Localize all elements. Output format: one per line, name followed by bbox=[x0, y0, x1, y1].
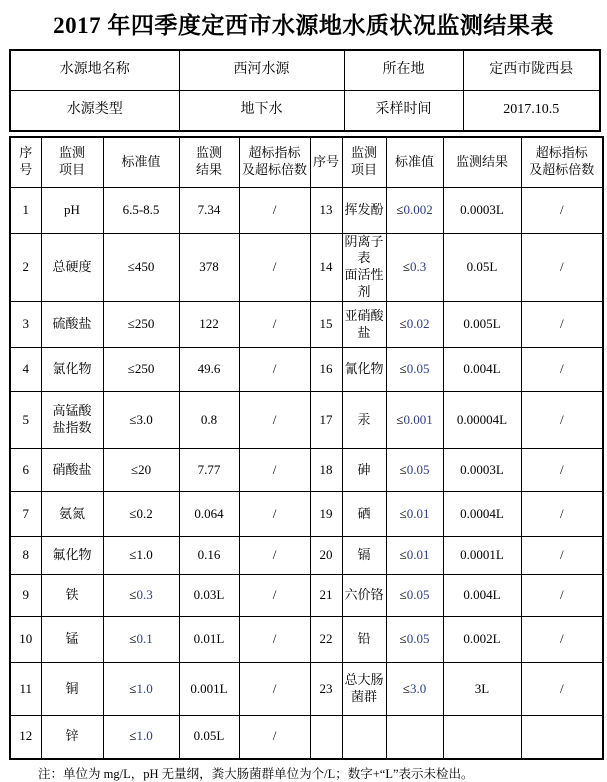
left-standard-cell: ≤0.3 bbox=[103, 575, 179, 617]
left-standard-value: 1.0 bbox=[136, 728, 153, 744]
left-standard-value: 0.2 bbox=[136, 505, 153, 521]
right-exceed-cell: / bbox=[521, 617, 603, 663]
right-seq-cell: 18 bbox=[310, 449, 342, 492]
right-item-cell: 镉 bbox=[342, 537, 386, 575]
right-standard-cell bbox=[386, 716, 443, 759]
left-standard-value: 0.1 bbox=[136, 631, 153, 647]
table-row bbox=[10, 492, 603, 537]
table-row bbox=[10, 575, 603, 617]
left-result-cell: 0.16 bbox=[179, 537, 239, 575]
source-type-value: 地下水 bbox=[179, 91, 344, 132]
left-result-cell: 378 bbox=[179, 233, 239, 302]
footnote: 注：单位为 mg/L，pH 无量纲，粪大肠菌群单位为个/L；数字+“L”表示未检出。 bbox=[38, 766, 474, 781]
right-item-cell: 砷 bbox=[342, 449, 386, 492]
left-standard-value: 1.0 bbox=[136, 680, 153, 696]
right-standard-value: 0.02 bbox=[406, 316, 430, 332]
right-standard-cell: ≤0.05 bbox=[386, 575, 443, 617]
left-standard-cell: ≤1.0 bbox=[103, 663, 179, 716]
right-result-cell: 0.004L bbox=[443, 348, 521, 392]
right-standard-value: 0.01 bbox=[406, 505, 430, 521]
left-item-cell: 硝酸盐 bbox=[41, 449, 103, 492]
left-exceed-cell: / bbox=[239, 348, 310, 392]
left-standard-header: 标准值 bbox=[103, 137, 179, 187]
right-standard-cell: ≤0.002 bbox=[386, 187, 443, 233]
info-row-type-time bbox=[10, 91, 600, 132]
table-row bbox=[10, 302, 603, 348]
left-exceed-header: 超标指标 及超标倍数 bbox=[239, 137, 310, 187]
right-seq-cell: 21 bbox=[310, 575, 342, 617]
left-standard-cell bbox=[103, 187, 179, 233]
right-standard-value: 0.01 bbox=[406, 547, 430, 563]
right-exceed-cell: / bbox=[521, 537, 603, 575]
left-item-header: 监测 项目 bbox=[41, 137, 103, 187]
right-seq-cell: 20 bbox=[310, 537, 342, 575]
right-standard-cell: ≤0.05 bbox=[386, 449, 443, 492]
source-name-value: 西河水源 bbox=[179, 50, 344, 91]
left-item-cell: 氯化物 bbox=[41, 348, 103, 392]
right-standard-cell: ≤0.05 bbox=[386, 617, 443, 663]
location-label: 所在地 bbox=[344, 50, 463, 91]
left-standard-cell: ≤250 bbox=[103, 348, 179, 392]
left-item-cell: 锰 bbox=[41, 617, 103, 663]
left-result-cell: 49.6 bbox=[179, 348, 239, 392]
right-standard-value: 0.05 bbox=[406, 361, 430, 377]
right-standard-cell: ≤0.02 bbox=[386, 302, 443, 348]
right-standard-cell: ≤3.0 bbox=[386, 663, 443, 716]
right-item-cell: 硒 bbox=[342, 492, 386, 537]
left-exceed-cell: / bbox=[239, 575, 310, 617]
right-item-cell: 亚硝酸盐 bbox=[342, 302, 386, 348]
left-item-cell: 总硬度 bbox=[41, 233, 103, 302]
left-standard-value: 250 bbox=[134, 316, 155, 332]
left-standard-cell: ≤3.0 bbox=[103, 392, 179, 449]
sampling-time-value: 2017.10.5 bbox=[463, 91, 600, 132]
left-seq-cell: 8 bbox=[10, 537, 41, 575]
left-seq-cell: 6 bbox=[10, 449, 41, 492]
left-standard-cell: ≤250 bbox=[103, 302, 179, 348]
right-seq-cell: 17 bbox=[310, 392, 342, 449]
right-standard-value: 0.3 bbox=[409, 258, 427, 274]
left-exceed-cell: / bbox=[239, 537, 310, 575]
left-standard-value: 6.5-8.5 bbox=[122, 201, 160, 217]
right-exceed-cell: / bbox=[521, 348, 603, 392]
right-seq-cell: 13 bbox=[310, 187, 342, 233]
right-standard-header: 标准值 bbox=[386, 137, 443, 187]
table-row bbox=[10, 348, 603, 392]
right-item-header: 监测 项目 bbox=[342, 137, 386, 187]
left-exceed-cell: / bbox=[239, 187, 310, 233]
left-seq-cell: 12 bbox=[10, 716, 41, 759]
right-result-cell: 0.05L bbox=[443, 233, 521, 302]
right-result-cell: 0.0001L bbox=[443, 537, 521, 575]
right-item-cell: 汞 bbox=[342, 392, 386, 449]
column-header-row bbox=[10, 137, 603, 187]
left-result-cell: 7.77 bbox=[179, 449, 239, 492]
left-seq-cell: 9 bbox=[10, 575, 41, 617]
right-item-cell: 总大肠 菌群 bbox=[342, 663, 386, 716]
table-row bbox=[10, 716, 603, 759]
right-standard-cell: ≤0.01 bbox=[386, 537, 443, 575]
left-seq-cell: 10 bbox=[10, 617, 41, 663]
right-seq-cell: 14 bbox=[310, 233, 342, 302]
left-seq-cell: 5 bbox=[10, 392, 41, 449]
right-standard-value: 0.05 bbox=[406, 461, 430, 477]
left-standard-cell: ≤450 bbox=[103, 233, 179, 302]
left-standard-cell: ≤1.0 bbox=[103, 716, 179, 759]
right-result-cell: 0.0003L bbox=[443, 449, 521, 492]
location-value: 定西市陇西县 bbox=[463, 50, 600, 91]
table-row bbox=[10, 233, 603, 302]
left-result-cell: 0.01L bbox=[179, 617, 239, 663]
left-item-cell: 高锰酸 盐指数 bbox=[41, 392, 103, 449]
right-result-cell: 0.004L bbox=[443, 575, 521, 617]
page-title: 2017 年四季度定西市水源地水质状况监测结果表 bbox=[53, 13, 554, 38]
right-item-cell: 氰化物 bbox=[342, 348, 386, 392]
left-standard-value: 1.0 bbox=[136, 547, 153, 563]
right-result-cell: 3L bbox=[443, 663, 521, 716]
right-seq-cell: 23 bbox=[310, 663, 342, 716]
left-exceed-cell: / bbox=[239, 233, 310, 302]
left-exceed-cell: / bbox=[239, 716, 310, 759]
left-exceed-cell: / bbox=[239, 302, 310, 348]
left-result-cell: 0.05L bbox=[179, 716, 239, 759]
right-standard-cell: ≤0.01 bbox=[386, 492, 443, 537]
left-seq-cell: 11 bbox=[10, 663, 41, 716]
source-type-label: 水源类型 bbox=[10, 91, 179, 132]
left-result-header: 监测 结果 bbox=[179, 137, 239, 187]
left-standard-value: 0.3 bbox=[136, 587, 153, 603]
table-row bbox=[10, 392, 603, 449]
source-info-table bbox=[9, 49, 601, 132]
left-item-cell: 铜 bbox=[41, 663, 103, 716]
right-item-cell: 铅 bbox=[342, 617, 386, 663]
right-exceed-cell: / bbox=[521, 663, 603, 716]
right-standard-cell: ≤0.05 bbox=[386, 348, 443, 392]
left-seq-header: 序号 bbox=[10, 137, 41, 187]
left-result-cell: 122 bbox=[179, 302, 239, 348]
right-seq-cell: 19 bbox=[310, 492, 342, 537]
left-standard-cell: ≤0.1 bbox=[103, 617, 179, 663]
right-seq-cell: 15 bbox=[310, 302, 342, 348]
left-exceed-cell: / bbox=[239, 392, 310, 449]
right-result-cell: 0.005L bbox=[443, 302, 521, 348]
left-seq-cell: 7 bbox=[10, 492, 41, 537]
left-item-cell: 锌 bbox=[41, 716, 103, 759]
right-seq-header: 序号 bbox=[310, 137, 342, 187]
left-item-cell: 氨氮 bbox=[41, 492, 103, 537]
right-seq-cell bbox=[310, 716, 342, 759]
right-exceed-cell: / bbox=[521, 449, 603, 492]
sampling-time-label: 采样时间 bbox=[344, 91, 463, 132]
table-row bbox=[10, 187, 603, 233]
left-result-cell: 0.064 bbox=[179, 492, 239, 537]
right-result-cell: 0.002L bbox=[443, 617, 521, 663]
left-standard-value: 250 bbox=[134, 361, 155, 377]
table-row bbox=[10, 663, 603, 716]
left-exceed-cell: / bbox=[239, 617, 310, 663]
left-standard-cell: ≤20 bbox=[103, 449, 179, 492]
right-standard-value: 0.05 bbox=[406, 587, 430, 603]
left-item-cell: 氟化物 bbox=[41, 537, 103, 575]
right-result-header: 监测结果 bbox=[443, 137, 521, 187]
right-item-cell bbox=[342, 716, 386, 759]
left-item-cell: 硫酸盐 bbox=[41, 302, 103, 348]
right-standard-cell: ≤0.3 bbox=[386, 233, 443, 302]
left-result-cell: 0.03L bbox=[179, 575, 239, 617]
right-exceed-header: 超标指标 及超标倍数 bbox=[521, 137, 603, 187]
left-item-cell: 铁 bbox=[41, 575, 103, 617]
left-standard-cell: ≤1.0 bbox=[103, 537, 179, 575]
left-exceed-cell: / bbox=[239, 449, 310, 492]
left-exceed-cell: / bbox=[239, 663, 310, 716]
left-result-cell: 0.8 bbox=[179, 392, 239, 449]
right-exceed-cell: / bbox=[521, 302, 603, 348]
left-result-cell: 7.34 bbox=[179, 187, 239, 233]
right-standard-value: 0.002 bbox=[403, 201, 433, 217]
right-standard-value: 0.001 bbox=[403, 411, 433, 427]
right-exceed-cell bbox=[521, 716, 603, 759]
right-item-cell: 阴离子表 面活性剂 bbox=[342, 233, 386, 302]
right-seq-cell: 22 bbox=[310, 617, 342, 663]
monitoring-results-table bbox=[9, 136, 604, 760]
info-row-name-location bbox=[10, 50, 600, 91]
left-seq-cell: 3 bbox=[10, 302, 41, 348]
right-item-cell: 六价铬 bbox=[342, 575, 386, 617]
left-seq-cell: 1 bbox=[10, 187, 41, 233]
source-name-label: 水源地名称 bbox=[10, 50, 179, 91]
table-row bbox=[10, 617, 603, 663]
right-item-cell: 挥发酚 bbox=[342, 187, 386, 233]
right-result-cell bbox=[443, 716, 521, 759]
left-result-cell: 0.001L bbox=[179, 663, 239, 716]
left-standard-value: 450 bbox=[134, 258, 155, 274]
left-seq-cell: 2 bbox=[10, 233, 41, 302]
left-standard-value: 3.0 bbox=[136, 411, 153, 427]
right-seq-cell: 16 bbox=[310, 348, 342, 392]
table-row bbox=[10, 449, 603, 492]
right-standard-cell: ≤0.001 bbox=[386, 392, 443, 449]
right-result-cell: 0.00004L bbox=[443, 392, 521, 449]
right-exceed-cell: / bbox=[521, 233, 603, 302]
table-row bbox=[10, 537, 603, 575]
left-item-cell: pH bbox=[41, 187, 103, 233]
left-exceed-cell: / bbox=[239, 492, 310, 537]
right-exceed-cell: / bbox=[521, 392, 603, 449]
right-exceed-cell: / bbox=[521, 187, 603, 233]
right-standard-value: 3.0 bbox=[409, 680, 427, 696]
right-exceed-cell: / bbox=[521, 492, 603, 537]
right-result-cell: 0.0004L bbox=[443, 492, 521, 537]
right-exceed-cell: / bbox=[521, 575, 603, 617]
left-seq-cell: 4 bbox=[10, 348, 41, 392]
left-standard-value: 20 bbox=[138, 461, 152, 477]
right-result-cell: 0.0003L bbox=[443, 187, 521, 233]
left-standard-cell: ≤0.2 bbox=[103, 492, 179, 537]
right-standard-value: 0.05 bbox=[406, 631, 430, 647]
